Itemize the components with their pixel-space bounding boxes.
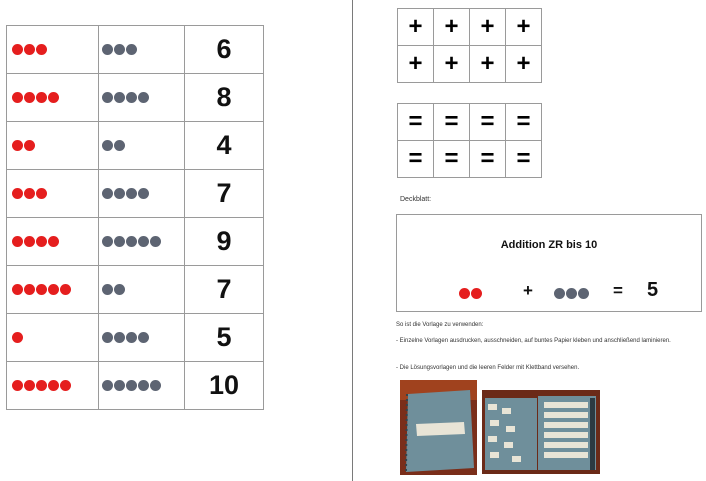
cover-title: Addition ZR bis 10	[500, 239, 598, 251]
red-dots-cell	[7, 314, 99, 362]
equals-card: =	[434, 141, 470, 178]
grey-dot	[554, 288, 565, 299]
equals-card: =	[434, 104, 470, 141]
grey-dot	[114, 284, 125, 295]
grey-dot	[102, 236, 113, 247]
grey-dot	[102, 380, 113, 391]
red-dot	[12, 44, 23, 55]
grey-dot	[102, 140, 113, 151]
plus-card: +	[434, 9, 470, 46]
red-dots-cell	[7, 362, 99, 410]
table-row	[7, 218, 264, 266]
cover-plus-sign: +	[523, 281, 533, 300]
sum-cell: 8	[185, 74, 264, 122]
red-dot	[48, 92, 59, 103]
sum-cell: 7	[185, 266, 264, 314]
red-dots	[12, 140, 98, 151]
red-dot	[24, 44, 35, 55]
red-dot	[36, 188, 47, 199]
grey-dots-cell	[99, 26, 185, 74]
grey-dot	[566, 288, 577, 299]
sum-cell: 10	[185, 362, 264, 410]
sum-cell: 9	[185, 218, 264, 266]
plus-cards-grid	[397, 8, 542, 83]
sum-cell: 4	[185, 122, 264, 170]
red-dots	[12, 236, 98, 247]
grey-dot	[114, 236, 125, 247]
red-dot	[12, 140, 23, 151]
grey-dot	[138, 188, 149, 199]
red-dots	[12, 332, 98, 343]
plus-card: +	[506, 9, 542, 46]
deckblatt-label: Deckblatt:	[400, 196, 432, 203]
grey-dot	[138, 236, 149, 247]
red-dot	[36, 284, 47, 295]
red-dot	[459, 288, 470, 299]
page-divider	[352, 0, 353, 481]
red-dot	[12, 236, 23, 247]
table-row	[7, 74, 264, 122]
table-row	[7, 362, 264, 410]
sum-cell: 7	[185, 170, 264, 218]
red-dot	[36, 44, 47, 55]
grey-dots	[102, 140, 184, 151]
red-dots-cell	[7, 218, 99, 266]
red-dot	[24, 188, 35, 199]
red-dot	[24, 140, 35, 151]
red-dots-cell	[7, 26, 99, 74]
grey-dot	[114, 332, 125, 343]
sum-cell: 6	[185, 26, 264, 74]
table-row	[7, 314, 264, 362]
red-dot	[471, 288, 482, 299]
equals-card: =	[506, 141, 542, 178]
table-row	[7, 122, 264, 170]
plus-card: +	[470, 46, 506, 83]
grey-dot	[138, 332, 149, 343]
grey-dots	[102, 236, 184, 247]
grey-dot	[114, 380, 125, 391]
instructions-intro: So ist die Vorlage zu verwenden:	[396, 322, 484, 328]
grey-dot	[102, 332, 113, 343]
grey-dot	[126, 92, 137, 103]
grey-dots-cell	[99, 266, 185, 314]
grey-dots-cell	[99, 122, 185, 170]
red-dot	[60, 380, 71, 391]
grey-dot	[102, 284, 113, 295]
red-dot	[24, 92, 35, 103]
grey-dots	[102, 380, 184, 391]
red-dot	[24, 380, 35, 391]
red-dots	[12, 92, 98, 103]
grey-dots-cell	[99, 218, 185, 266]
red-dot	[24, 284, 35, 295]
photo-open-folder	[482, 390, 600, 474]
grey-dots	[102, 44, 184, 55]
table-row	[7, 266, 264, 314]
red-dot	[60, 284, 71, 295]
plus-card: +	[470, 9, 506, 46]
red-dots	[12, 188, 98, 199]
red-dots-cell	[7, 170, 99, 218]
counting-table	[6, 25, 264, 410]
cover-red-dots	[459, 288, 482, 299]
grey-dot	[138, 380, 149, 391]
photo-folder-cover	[400, 380, 477, 475]
red-dot	[12, 188, 23, 199]
cover-grey-dots	[554, 288, 589, 299]
grey-dot	[114, 188, 125, 199]
grey-dot	[102, 188, 113, 199]
red-dot	[36, 236, 47, 247]
plus-card: +	[506, 46, 542, 83]
red-dots	[12, 380, 98, 391]
grey-dots	[102, 332, 184, 343]
grey-dots	[102, 284, 184, 295]
red-dots-cell	[7, 122, 99, 170]
red-dot	[12, 284, 23, 295]
grey-dot	[114, 92, 125, 103]
red-dot	[24, 236, 35, 247]
grey-dot	[578, 288, 589, 299]
plus-card: +	[398, 46, 434, 83]
table-row	[7, 26, 264, 74]
cover-sheet	[396, 214, 702, 312]
grey-dots-cell	[99, 74, 185, 122]
sum-cell: 5	[185, 314, 264, 362]
grey-dots	[102, 188, 184, 199]
red-dots	[12, 284, 98, 295]
red-dot	[36, 380, 47, 391]
grey-dot	[126, 332, 137, 343]
table-row	[7, 170, 264, 218]
grey-dots-cell	[99, 314, 185, 362]
red-dot	[12, 380, 23, 391]
grey-dot	[126, 380, 137, 391]
red-dots-cell	[7, 74, 99, 122]
red-dot	[48, 380, 59, 391]
equals-card: =	[470, 104, 506, 141]
equals-card: =	[398, 104, 434, 141]
red-dots	[12, 44, 98, 55]
grey-dot	[126, 188, 137, 199]
red-dot	[12, 332, 23, 343]
equals-cards-grid	[397, 103, 542, 178]
red-dot	[48, 284, 59, 295]
grey-dot	[150, 236, 161, 247]
grey-dot	[102, 44, 113, 55]
cover-result: 5	[647, 279, 659, 301]
grey-dot	[114, 140, 125, 151]
red-dot	[48, 236, 59, 247]
red-dot	[36, 92, 47, 103]
grey-dot	[126, 236, 137, 247]
grey-dots-cell	[99, 362, 185, 410]
plus-card: +	[398, 9, 434, 46]
equals-card: =	[470, 141, 506, 178]
plus-card: +	[434, 46, 470, 83]
grey-dots-cell	[99, 170, 185, 218]
grey-dots	[102, 92, 184, 103]
cover-equals-sign: =	[613, 281, 623, 300]
grey-dot	[126, 44, 137, 55]
equals-card: =	[398, 141, 434, 178]
instructions-step-2: - Die Lösungsvorlagen und die leeren Felder mit Klettband versehen.	[396, 365, 580, 371]
red-dot	[12, 92, 23, 103]
red-dots-cell	[7, 266, 99, 314]
grey-dot	[102, 92, 113, 103]
grey-dot	[138, 92, 149, 103]
grey-dot	[114, 44, 125, 55]
equals-card: =	[506, 104, 542, 141]
instructions-step-1: - Einzelne Vorlagen ausdrucken, ausschneiden, auf buntes Papier kleben und anschließend laminieren.	[396, 338, 671, 344]
grey-dot	[150, 380, 161, 391]
